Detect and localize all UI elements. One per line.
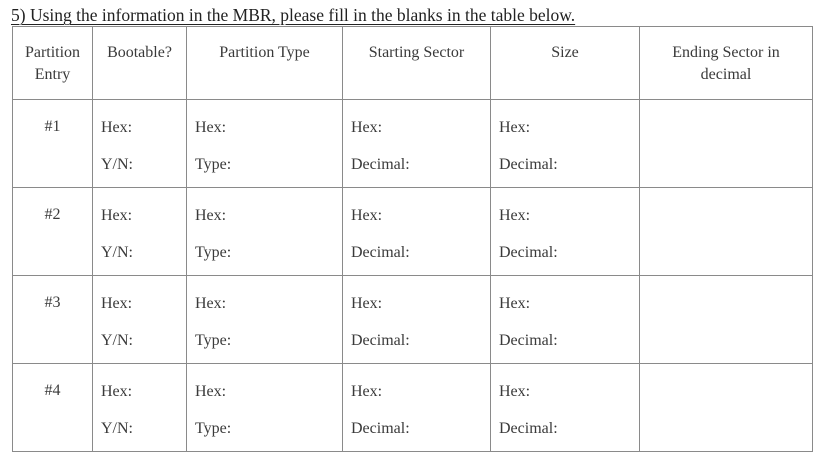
size-hex-label: Hex: [499,119,531,136]
header-ending-sector-line1: Ending Sector in [672,44,780,61]
starting-sector-cell[interactable] [343,276,491,364]
size-decimal-label: Decimal: [499,156,558,173]
header-partition-entry-line1: Partition [24,44,81,61]
size-cell[interactable] [491,188,640,276]
bootable-yn-label: Y/N: [101,156,133,173]
size-decimal-label: Decimal: [499,332,558,349]
bootable-cell[interactable] [93,188,187,276]
bootable-hex-label: Hex: [101,295,133,312]
table-row [13,276,813,364]
partition-entry-cell: #2 [13,188,93,276]
size-hex-label: Hex: [499,383,531,400]
starting-sector-hex-label: Hex: [351,119,383,136]
starting-sector-cell[interactable] [343,100,491,188]
partition-type-cell[interactable] [187,100,343,188]
header-size: Size [491,27,640,100]
ending-sector-cell[interactable] [640,188,813,276]
header-ending-sector-line2: decimal [700,66,752,83]
header-starting-sector: Starting Sector [343,27,491,100]
partition-type-hex-label: Hex: [195,119,227,136]
partition-type-cell[interactable] [187,188,343,276]
starting-sector-decimal-label: Decimal: [351,156,410,173]
partition-type-type-label: Type: [195,156,232,173]
partition-type-type-label: Type: [195,244,232,261]
header-bootable: Bootable? [93,27,187,100]
bootable-cell[interactable] [93,276,187,364]
partition-type-type-label: Type: [195,420,232,437]
partition-entry-cell: #4 [13,364,93,452]
question-text: 5) Using the information in the MBR, please fill in the blanks in the table below. [11,5,576,25]
partition-type-hex-label: Hex: [195,207,227,224]
size-cell[interactable] [491,276,640,364]
starting-sector-decimal-label: Decimal: [351,244,410,261]
bootable-hex-label: Hex: [101,383,133,400]
size-decimal-label: Decimal: [499,244,558,261]
bootable-cell[interactable] [93,364,187,452]
header-partition-type: Partition Type [187,27,343,100]
starting-sector-hex-label: Hex: [351,295,383,312]
header-partition-entry-line2: Entry [34,66,71,83]
header-row [13,27,813,100]
bootable-cell[interactable] [93,100,187,188]
partition-type-cell[interactable] [187,364,343,452]
header-ending-sector [640,27,813,100]
partition-type-hex-label: Hex: [195,295,227,312]
size-hex-label: Hex: [499,295,531,312]
bootable-yn-label: Y/N: [101,332,133,349]
bootable-yn-label: Y/N: [101,420,133,437]
partition-entry-cell: #1 [13,100,93,188]
bootable-hex-label: Hex: [101,119,133,136]
partition-type-hex-label: Hex: [195,383,227,400]
table-row [13,364,813,452]
table-row [13,188,813,276]
ending-sector-cell[interactable] [640,276,813,364]
starting-sector-cell[interactable] [343,188,491,276]
size-hex-label: Hex: [499,207,531,224]
partition-entry-cell: #3 [13,276,93,364]
ending-sector-cell[interactable] [640,364,813,452]
starting-sector-hex-label: Hex: [351,207,383,224]
starting-sector-decimal-label: Decimal: [351,420,410,437]
ending-sector-cell[interactable] [640,100,813,188]
header-partition-entry [13,27,93,100]
starting-sector-hex-label: Hex: [351,383,383,400]
starting-sector-decimal-label: Decimal: [351,332,410,349]
partition-type-cell[interactable] [187,276,343,364]
starting-sector-cell[interactable] [343,364,491,452]
bootable-yn-label: Y/N: [101,244,133,261]
partition-type-type-label: Type: [195,332,232,349]
size-cell[interactable] [491,364,640,452]
size-cell[interactable] [491,100,640,188]
table-row [13,100,813,188]
size-decimal-label: Decimal: [499,420,558,437]
bootable-hex-label: Hex: [101,207,133,224]
mbr-table [12,26,813,452]
